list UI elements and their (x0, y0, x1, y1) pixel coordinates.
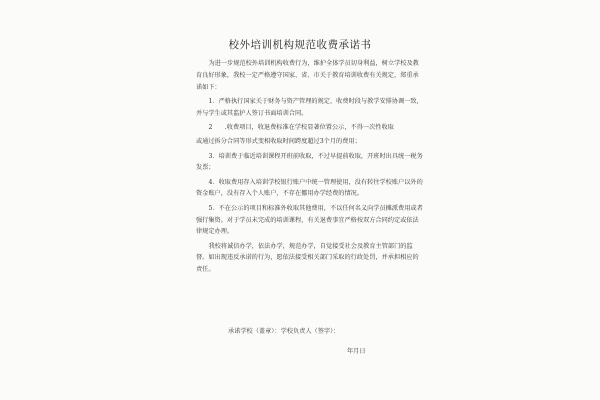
commitment-item-1: 1．严格执行国家关于财务与资产管理的规定，收费时段与教学安排协调一致，并与学生或其监护人签订书面培训合同。 (196, 97, 423, 117)
commitment-item-2-continued: 或通过拆分合同等形式变相收取时间跨度超过3个月的费用； (196, 138, 361, 146)
signature-line: 承诺学校（盖章）：学校负责人（签字）： (228, 328, 340, 335)
document-title: 校外培训机构规范收费承诺书 (228, 39, 372, 51)
document-body (196, 58, 424, 279)
commitment-item-5: 5．不在公示的项目和标准外收取其他费用，不以任何名义向学员摊派费用或者强行集资。对于学员未完成的培训课程，有关退费事宜严格按双方合同约定或依法律规定办理。 (196, 204, 423, 236)
commitment-item-3: 3．培训费于临近培训课程开班前收取，不过早提前收取，开班时出具统一税务发票； (196, 152, 423, 172)
date-line: 年月日 (347, 348, 366, 355)
commitment-item-2: 2 .收费项目，收退费标准在学校显著位置公示，不得一次性收取 (208, 123, 394, 131)
closing-paragraph: 我校将诚信办学，依法办学，规范办学，自觉接受社会及教育主管部门的监督。如出现违反承诺的行为，愿依法接受相关部门采取的行政处罚，并承担相应的责任。 (196, 242, 419, 274)
intro-paragraph: 为进一步规范校外培训机构收费行为，维护全体学员切身利益，树立学校及教育良好形象，我校一定严格遵守国家、省、市关于教育培训收费有关规定，郑重承诺如下： (196, 60, 419, 91)
commitment-item-4: 4．收取费用存入培训学校银行账户中统一管理使用，没有转往学校账户以外的资金账户，没有存入个人账户，不存在挪用办学经费的情况。 (196, 178, 423, 198)
